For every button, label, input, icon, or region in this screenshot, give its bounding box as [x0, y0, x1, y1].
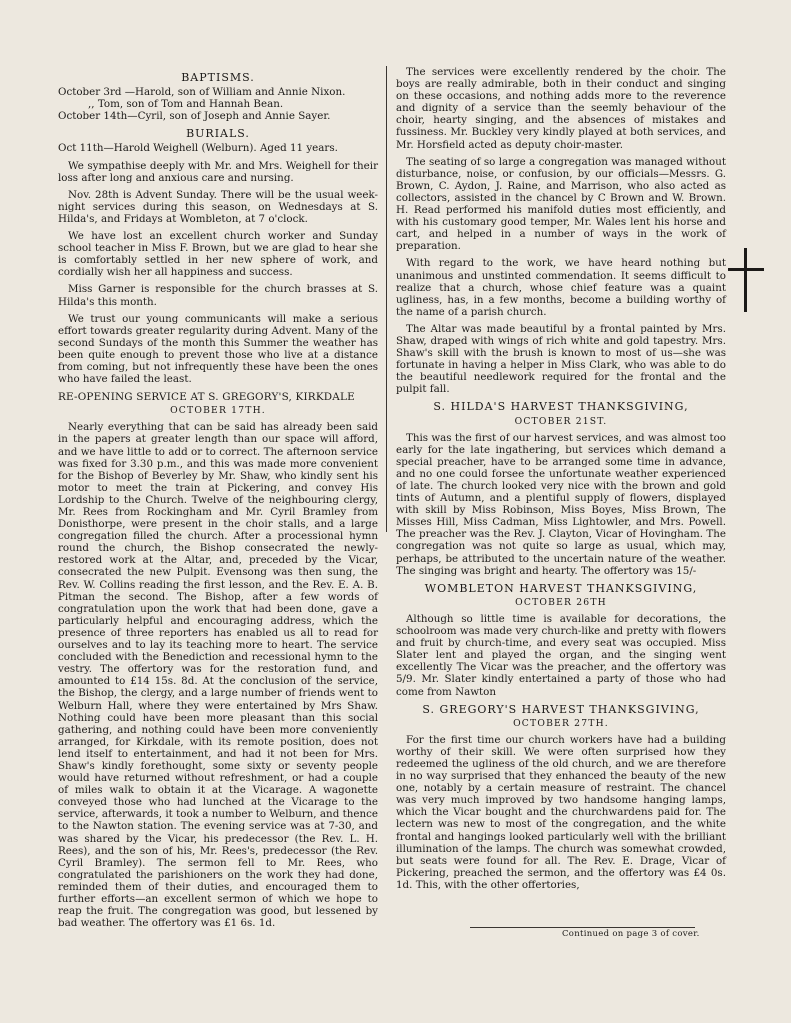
footer-rule — [470, 927, 695, 928]
reopening-date: OCTOBER 17TH. — [170, 405, 266, 417]
reopening-heading: RE-OPENING SERVICE AT S. GREGORY'S, KIRKDALE — [58, 391, 355, 404]
baptism-entry: ,, Tom, son of Tom and Hannah Bean. — [88, 98, 284, 111]
gregory-text: For the first time our church workers have had a building worthy of their skill. We were often surprised how they redeemed the ugliness of the old church, and we are therefore in no way surprised that they enhanced the beauty of the new one, notably by a certain measure of restraint. The chancel was very much improved by two handsome hanging lamps, which the Vicar bought and the churchwardens paid for. The lectern was new to most of the congregation, and the white frontal and hangings looked particularly well with the brilliant illumination of the lamps. The church was somewhat crowded, but seats were found for all. The Rev. E. Drage, Vicar of Pickering, preached the sermon, and the offertory was £4 0s. 1d. This, with the other offertories, — [396, 733, 726, 891]
wombleton-heading: WOMBLETON HARVEST THANKSGIVING, — [424, 581, 698, 595]
continued-note: Continued on page 3 of cover. — [562, 929, 700, 939]
baptism-entry: October 14th—Cyril, son of Joseph and Annie Sayer. — [58, 110, 331, 123]
baptism-entry: October 3rd —Harold, son of William and Annie Nixon. — [58, 86, 346, 99]
gregory-heading: S. GREGORY'S HARVEST THANKSGIVING, — [422, 702, 700, 716]
burial-entry: Oct 11th—Harold Weighell (Welburn). Aged 11 years. — [58, 142, 338, 155]
paragraph: Miss Garner is responsible for the church brasses at S. Hilda's this month. — [58, 283, 378, 308]
hilda-heading: S. HILDA'S HARVEST THANKSGIVING, — [433, 400, 689, 414]
reopening-text: Nearly everything that can be said has already been said in the papers at greater length than our space will afford, and we have little to add or to correct. The afternoon service was fixed for 3.30 p.m., and this was made more convenient for the Bishop of Beverley by Mr. Shaw, who kindly sent his motor to meet the train at Pickering, and convey His Lordship to the Church. Twelve of the neighbouring clergy, Mr. Rees from Rockingham and Mr. Cyril Bramley from Donisthorpe, were present in the choir stalls, and a large congregation filled the church. After a processional hymn round the church, the Bishop consecrated the newly-restored work at the Altar, and, preceded by the Vicar, consecrated the new Pulpit. Evensong was then sung, the Rev. W. Collins reading the first lesson, and the Rev. E. A. B. Pitman the second. The Bishop, after a few words of congratulation upon the work that had been done, gave a particularly helpful and encouraging address, which the presence of three reporters has enabled us all to read for ourselves and to lay its teaching more to heart. The service concluded with the Benediction and recessional hymn to the vestry. The offertory was for the restoration fund, and amounted to £14 15s. 8d. At the conclusion of the service, the Bishop, the clergy, and a large number of friends went to Welburn Hall, where they were entertained by Mrs Shaw. Nothing could have been more pleasant than this social gathering, and nothing could have been more conveniently arranged, for Kirkdale, with its remote position, does not lend itself to entertainment, and had it not been for Mrs. Shaw's kindly forethought, some sixty or seventy people would have returned without refreshment, or had a couple of miles walk to obtain it at the Vicarage. A wagonette conveyed those who had lunched at the Vicarage to the service, afterwards, it took a number to Welburn, and thence to the Nawton station. The evening service was at 7-30, and was shared by the Vicar, his predecessor (the Rev. L. H. Rees), and the son of his, Mr. Rees's, predecessor (the Rev. Cyril Bramley). The sermon fell to Mr. Rees, who congratulated the parishioners on the work they had done, reminded them of their duties, and encouraged them to further efforts—an excellent sermon of which we hope to reap the fruit. The congregation was good, but lessened by bad weather. The offertory was £1 6s. 1d. — [58, 421, 378, 930]
left-column — [58, 66, 378, 934]
baptisms-heading: BAPTISMS. — [181, 71, 255, 84]
burials-heading: BURIALS. — [186, 127, 250, 141]
hilda-text: This was the first of our harvest services, and was almost too early for the late ingathering, but services which demand a special preacher, have to be arranged some time in advance, and no one could forsee the unfortunate weather experienced of late. The church looked very nice with the brown and gold tints of Autumn, and a plentiful supply of flowers, displayed with skill by Miss Robinson, Miss Boyes, Miss Brown, The Misses Hill, Miss Cadman, Miss Lightowler, and Mrs. Powell. The preacher was the Rev. J. Clayton, Vicar of Hovingham. The congregation was not quite so large as usual, which may, perhaps, be attributed to the uncertain nature of the weather. The singing was bright and hearty. The offertory was 15/- — [396, 431, 726, 577]
paragraph: Nov. 28th is Advent Sunday. There will be the usual week-night services during this season, on Wednesdays at S. Hilda's, and Fridays at Wombleton, at 7 o'clock. — [58, 188, 378, 225]
paragraph: The seating of so large a congregation was managed without disturbance, noise, or confusion, by our officials—Messrs. G. Brown, C. Aydon, J. Raine, and Marrison, who also acted as collectors, assisted in the chancel by C Brown and W. Brown. H. Read performed his manifold duties most efficiently, and with his customary good temper, Mr. Wales lent his horse and cart, and helped in a number of ways in the work of preparation. — [396, 155, 726, 253]
paragraph: We have lost an excellent church worker and Sunday school teacher in Miss F. Brown, but we are glad to hear she is comfortably settled in her new sphere of work, and cordially wish her all happiness and success. — [58, 230, 378, 279]
cross-mark-icon — [728, 248, 764, 312]
wombleton-text: Although so little time is available for decorations, the schoolroom was made very church-like and pretty with flowers and fruit by church-time, and every seat was occupied. Miss Slater lent and played the organ, and the singing went excellently The Vicar was the preacher, and the offertory was 5/9. Mr. Slater kindly entertained a party of those who had come from Nawton — [396, 612, 726, 698]
right-column — [396, 66, 726, 896]
paragraph: We sympathise deeply with Mr. and Mrs. Weighell for their loss after long and anxious care and nursing. — [58, 159, 378, 184]
column-divider — [386, 66, 387, 532]
paragraph: The Altar was made beautiful by a frontal painted by Mrs. Shaw, draped with wings of rich white and gold tapestry. Mrs. Shaw's skill with the brush is known to most of us—she was fortunate in having a helper in Miss Clark, who was able to do the beautiful needlework required for the frontal and the pulpit fall. — [396, 322, 726, 396]
paragraph: With regard to the work, we have heard nothing but unanimous and unstinted commendation. It seems difficult to realize that a church, whose chief feature was a quaint ugliness, has, in a few months, become a building worthy of the name of a parish church. — [396, 257, 726, 318]
hilda-date: OCTOBER 21ST. — [514, 415, 608, 427]
gregory-date: OCTOBER 27TH. — [513, 717, 609, 729]
paragraph: We trust our young communicants will make a serious effort towards greater regularity during Advent. Many of the second Sundays of the month this Summer the weather has been quite enough to prevent those who live at a distance from coming, but not infrequently these have been the ones who have failed the least. — [58, 312, 378, 386]
wombleton-date: OCTOBER 26TH — [515, 596, 607, 608]
paragraph: The services were excellently rendered by the choir. The boys are really admirable, both in their conduct and singing on these occasions, and nothing adds more to the reverence and dignity of a service than the seemly behaviour of the choir, hearty singing, and the absences of mistakes and fussiness. Mr. Buckley very kindly played at both services, and Mr. Horsfield acted as deputy choir-master. — [396, 66, 726, 151]
